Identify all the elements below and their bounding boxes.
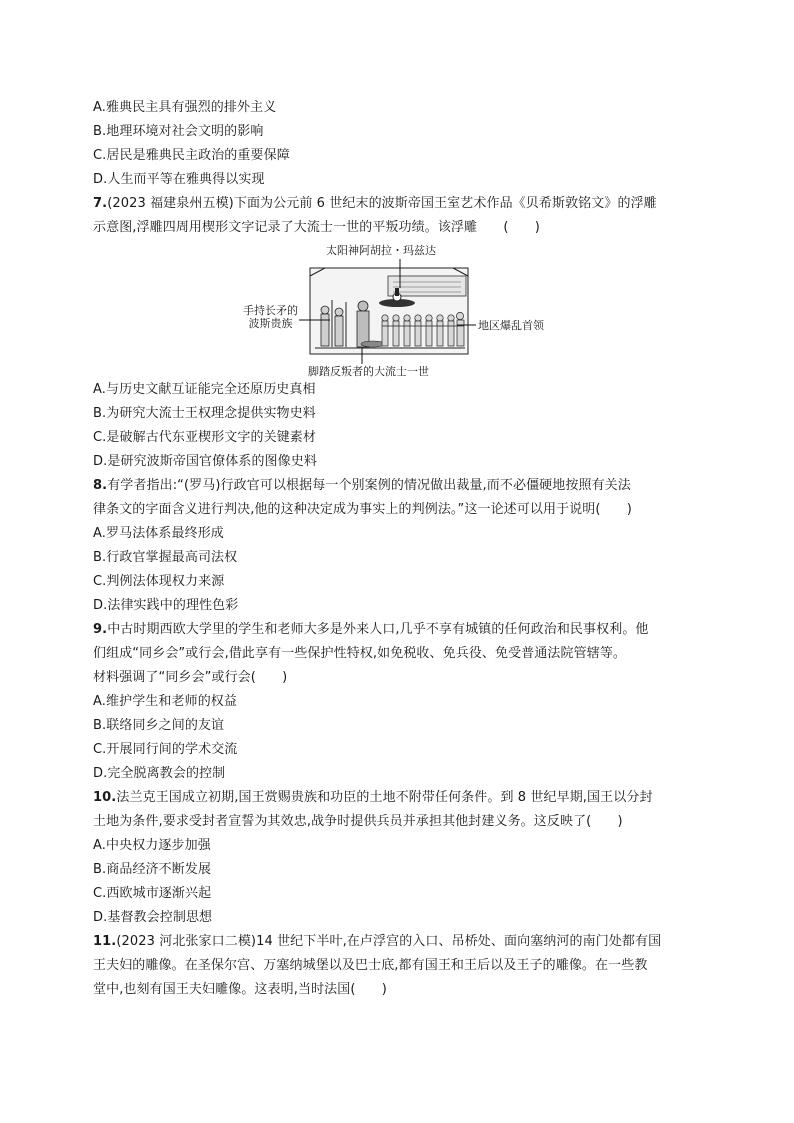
q6-option-a: A.雅典民主具有强烈的排外主义 bbox=[93, 100, 277, 115]
q7-option-b: B.为研究大流士王权理念提供实物史料 bbox=[93, 406, 316, 421]
q7-option-d: D.是研究波斯帝国官僚体系的图像史料 bbox=[93, 454, 317, 469]
question-10 bbox=[93, 786, 703, 930]
q8-stem-line-1: 8.有学者指出:“(罗马)行政官可以根据每一个别案例的情况做出裁量,而不必僵硬地按照有关法 bbox=[93, 478, 631, 493]
q11-stem-line-2: 王夫妇的雕像。在圣保尔宫、万塞纳城堡以及巴士底,都有国王和王后以及王子的雕像。在一些教 bbox=[93, 958, 648, 973]
question-11 bbox=[93, 930, 703, 1002]
q9-option-b: B.联络同乡之间的友谊 bbox=[93, 718, 225, 733]
label-darius: 脚踏反叛者的大流士一世 bbox=[308, 365, 429, 378]
exam-page bbox=[93, 96, 703, 1002]
q9-number: 9. bbox=[93, 622, 108, 637]
q10-number: 10. bbox=[93, 790, 117, 805]
q9-stem-line-1: 9.中古时期西欧大学里的学生和老师大多是外来人口,几乎不享有城镇的任何政治和民事权利。他 bbox=[93, 622, 649, 637]
question-9 bbox=[93, 618, 703, 786]
q8-stem-line-2: 律条文的字面含义进行判决,他的这种决定成为事实上的判例法。”这一论述可以用于说明( ) bbox=[93, 502, 632, 517]
q10-stem-line-2: 土地为条件,要求受封者宣誓为其效忠,战争时提供兵员并承担其他封建义务。这反映了( ) bbox=[93, 814, 623, 829]
q6-options bbox=[93, 96, 703, 192]
q9-stem-line-2: 们组成“同乡会”或行会,借此享有一些保护性特权,如免税收、免兵役、免受普通法院管辖等。 bbox=[93, 646, 627, 661]
q7-number: 7. bbox=[93, 196, 108, 211]
q11-stem-line-1: 11.(2023 河北张家口二模)14 世纪下半叶,在卢浮宫的入口、吊桥处、面向塞纳河的南门处都有国 bbox=[93, 934, 662, 949]
q7-option-c: C.是破解古代东亚楔形文字的关键素材 bbox=[93, 430, 317, 445]
q10-stem-line-1: 10.法兰克王国成立初期,国王赏赐贵族和功臣的土地不附带任何条件。到 8 世纪早期,国王以分封 bbox=[93, 790, 653, 805]
q9-option-a: A.维护学生和老师的权益 bbox=[93, 694, 237, 709]
q11-stem-line-3: 堂中,也刻有国王夫妇雕像。这表明,当时法国( ) bbox=[93, 982, 387, 997]
q11-number: 11. bbox=[93, 934, 117, 949]
relief-drawing bbox=[93, 240, 703, 378]
q8-option-a: A.罗马法体系最终形成 bbox=[93, 526, 224, 541]
label-rebel-leaders: 地区爆乱首领 bbox=[478, 319, 544, 332]
q7-stem-line-2: 示意图,浮雕四周用楔形文字记录了大流士一世的平叛功绩。该浮雕 ( ) bbox=[93, 220, 540, 235]
q10-option-c: C.西欧城市逐渐兴起 bbox=[93, 886, 212, 901]
q7-option-a: A.与历史文献互证能完全还原历史真相 bbox=[93, 382, 316, 397]
q9-option-c: C.开展同行间的学术交流 bbox=[93, 742, 238, 757]
question-8 bbox=[93, 474, 703, 618]
q10-option-a: A.中央权力逐步加强 bbox=[93, 838, 211, 853]
q8-number: 8. bbox=[93, 478, 108, 493]
q6-option-d: D.人生而平等在雅典得以实现 bbox=[93, 172, 265, 187]
behistun-relief-figure bbox=[93, 240, 703, 378]
q10-option-d: D.基督教会控制思想 bbox=[93, 910, 213, 925]
q9-option-d: D.完全脱离教会的控制 bbox=[93, 766, 226, 781]
question-7 bbox=[93, 192, 703, 474]
q7-stem-line-1: 7.(2023 福建泉州五模)下面为公元前 6 世纪末的波斯帝国王室艺术作品《贝希斯敦铭文》的浮雕 bbox=[93, 196, 657, 211]
label-sun-god: 太阳神阿胡拉・玛兹达 bbox=[326, 244, 436, 257]
q9-stem-line-3: 材料强调了“同乡会”或行会( ) bbox=[93, 670, 288, 685]
q10-option-b: B.商品经济不断发展 bbox=[93, 862, 212, 877]
q8-option-b: B.行政官掌握最高司法权 bbox=[93, 550, 238, 565]
q6-option-b: B.地理环境对社会文明的影响 bbox=[93, 124, 264, 139]
q8-option-c: C.判例法体现权力来源 bbox=[93, 574, 225, 589]
q6-option-c: C.居民是雅典民主政治的重要保障 bbox=[93, 148, 290, 163]
q8-option-d: D.法律实践中的理性色彩 bbox=[93, 598, 239, 613]
label-persian-nobles: 手持长矛的 波斯贵族 bbox=[243, 304, 298, 330]
